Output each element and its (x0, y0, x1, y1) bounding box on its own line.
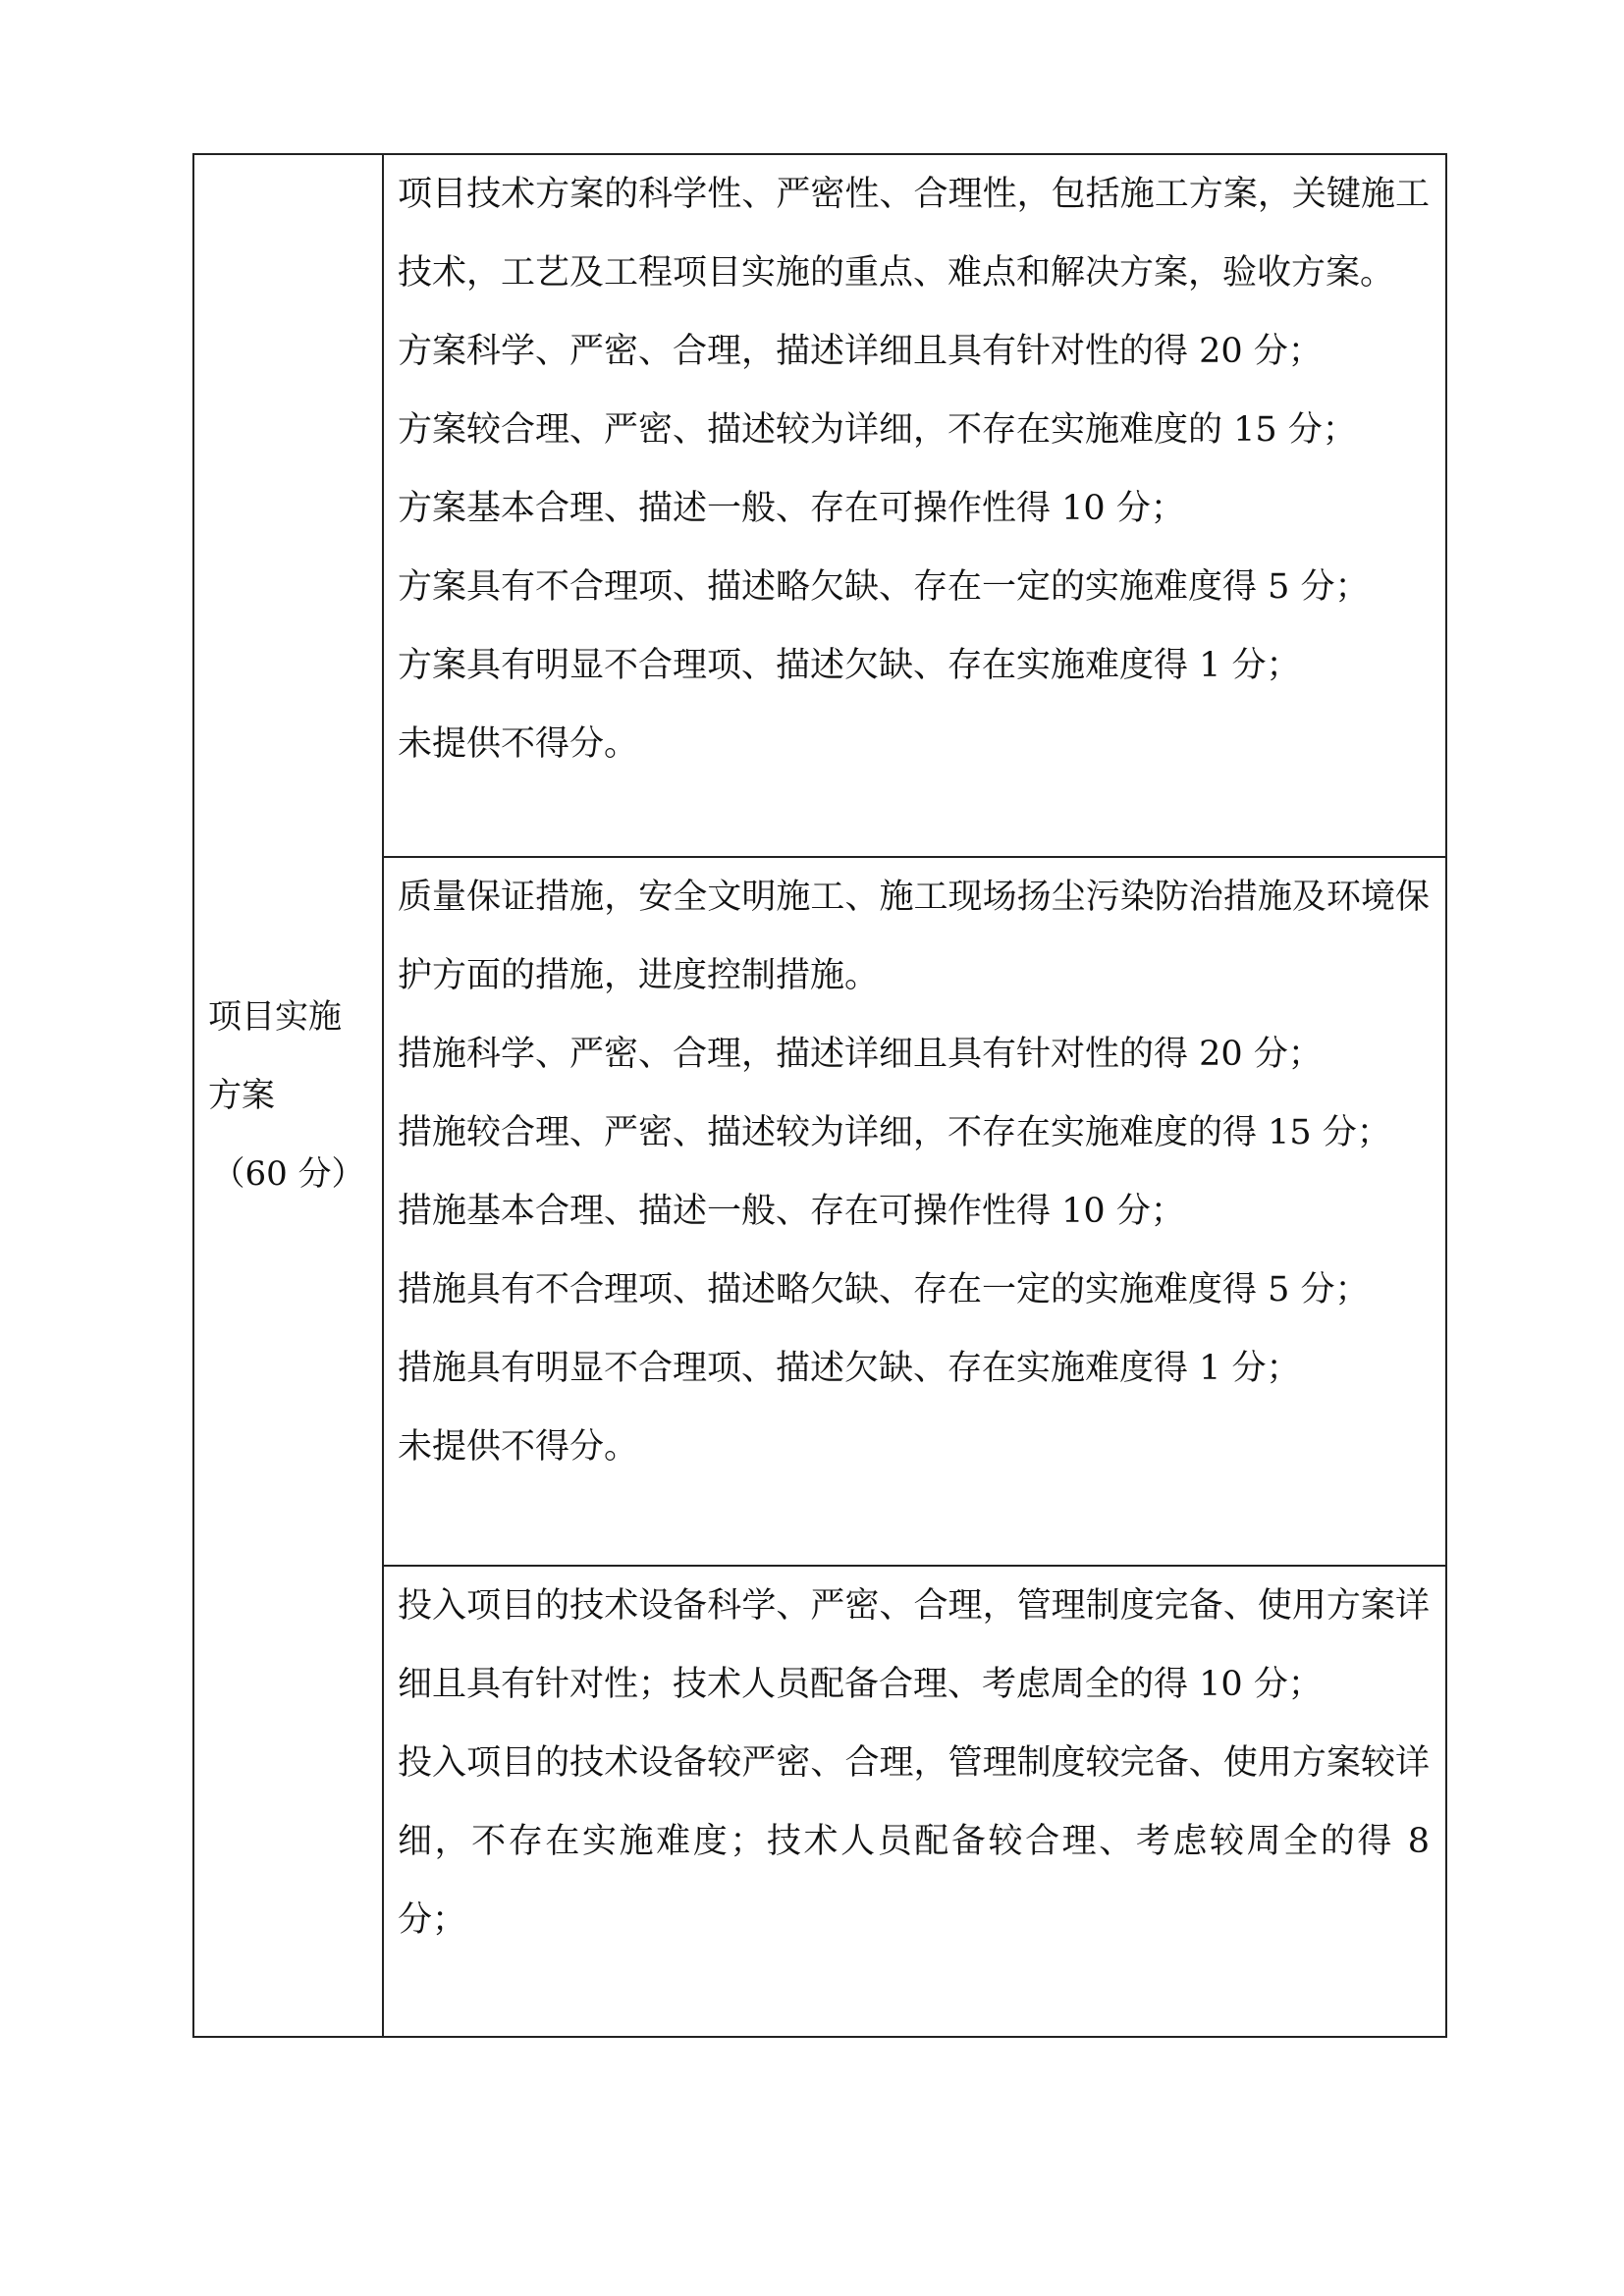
criteria-level: 方案基本合理、描述一般、存在可操作性得 10 分； (398, 489, 1185, 528)
category-score: （60 分） (211, 1154, 365, 1194)
criteria-level: 未提供不得分。 (398, 724, 639, 764)
criteria-level: 投入项目的技术设备科学、严密、合理，管理制度完备、使用方案详细且具有针对性；技术人员配备合理、考虑周全的得 10 分； (398, 1586, 1430, 1704)
category-cell (193, 154, 383, 2037)
scoring-table (192, 153, 1447, 2038)
criteria-level: 方案具有明显不合理项、描述欠缺、存在实施难度得 1 分； (398, 646, 1301, 685)
criteria-cell-measures (383, 857, 1446, 1566)
criteria-level: 方案科学、严密、合理，描述详细且具有针对性的得 20 分； (398, 332, 1323, 371)
criteria-level: 措施科学、严密、合理，描述详细且具有针对性的得 20 分； (398, 1035, 1323, 1074)
criteria-level: 措施具有不合理项、描述略欠缺、存在一定的实施难度得 5 分； (398, 1270, 1370, 1309)
criteria-level: 未提供不得分。 (398, 1427, 639, 1467)
criteria-level: 方案具有不合理项、描述略欠缺、存在一定的实施难度得 5 分； (398, 567, 1370, 607)
criteria-cell-equipment (383, 1566, 1446, 2037)
criteria-level: 措施具有明显不合理项、描述欠缺、存在实施难度得 1 分； (398, 1349, 1301, 1388)
criteria-level: 措施基本合理、描述一般、存在可操作性得 10 分； (398, 1192, 1185, 1231)
criteria-level: 投入项目的技术设备较严密、合理，管理制度较完备、使用方案较详细，不存在实施难度；技术人员配备较合理、考虑较周全的得 8 分； (398, 1743, 1430, 1940)
criteria-cell-technical-plan (383, 154, 1446, 857)
table-row (193, 154, 1446, 857)
criteria-level: 方案较合理、严密、描述较为详细，不存在实施难度的 15 分； (398, 410, 1357, 450)
criteria-description: 质量保证措施，安全文明施工、施工现场扬尘污染防治措施及环境保护方面的措施，进度控制措施。 (398, 878, 1430, 995)
category-name: 项目实施方案 (208, 997, 342, 1115)
criteria-description: 项目技术方案的科学性、严密性、合理性，包括施工方案，关键施工技术，工艺及工程项目实施的重点、难点和解决方案，验收方案。 (398, 175, 1430, 293)
criteria-level: 措施较合理、严密、描述较为详细，不存在实施难度的得 15 分； (398, 1113, 1391, 1152)
